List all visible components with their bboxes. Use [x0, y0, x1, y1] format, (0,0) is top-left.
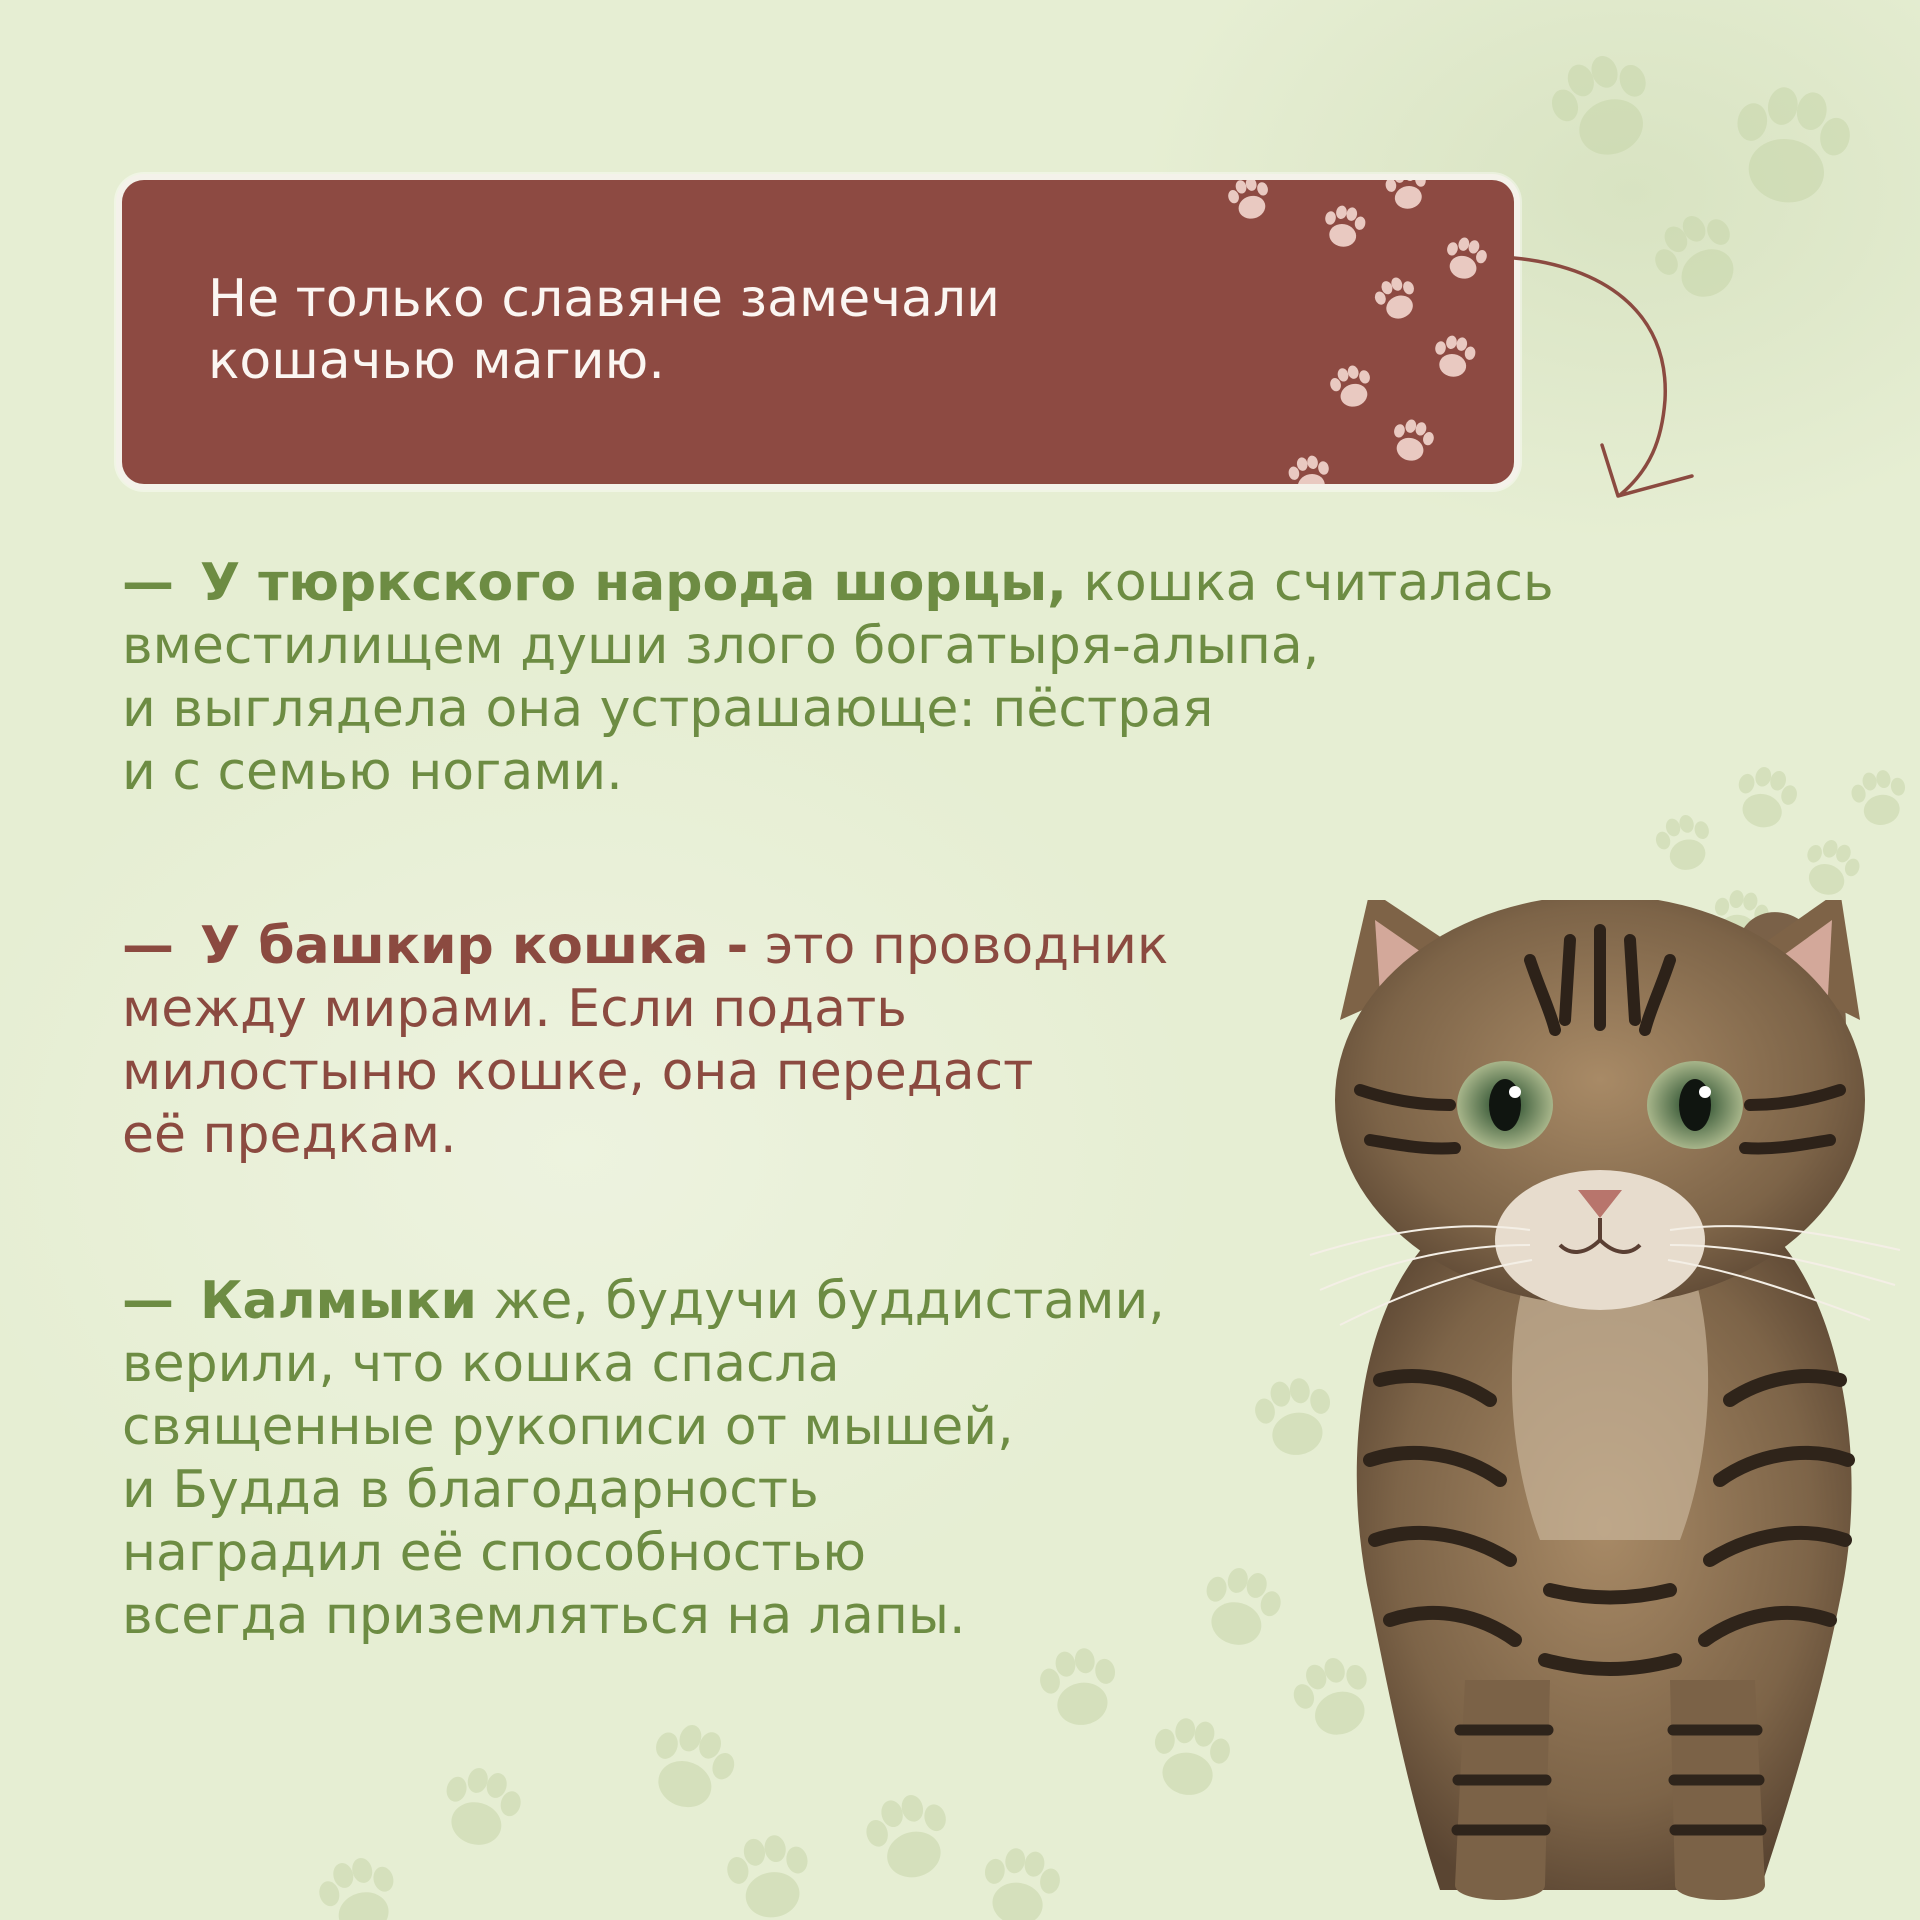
paw-icon — [313, 1851, 406, 1920]
header-line-2: кошачью магию. — [208, 331, 665, 391]
paw-icon — [1796, 834, 1865, 903]
paw-icon — [977, 1843, 1065, 1920]
section-shors-line-1 — [122, 552, 1822, 615]
section-bashkir — [122, 915, 1392, 1167]
paw-icon — [1321, 203, 1368, 250]
section-kalmyk — [122, 1270, 1382, 1648]
paw-icon — [1286, 453, 1333, 484]
section-shors-line-4: и с семью ногами. — [122, 742, 623, 802]
cat-right-eye-glint — [1699, 1086, 1711, 1098]
paw-icon — [1388, 416, 1438, 466]
section-shors-line-2: вместилищем души злого богатыря-алыпа, — [122, 616, 1320, 676]
paw-icon — [639, 1715, 743, 1819]
section-bashkir-line-4: её предкам. — [122, 1105, 457, 1165]
em-dash: — — [122, 553, 174, 613]
paw-icon — [1431, 333, 1478, 380]
header-line-1: Не только славяне замечали — [208, 269, 1000, 329]
paw-icon — [1327, 362, 1377, 412]
section-bashkir-bold: У башкир кошка - — [200, 916, 749, 976]
em-dash: — — [122, 916, 174, 976]
cat-illustration — [1300, 900, 1920, 1920]
section-kalmyk-line-5: наградил её способностью — [122, 1523, 867, 1583]
section-shors-text: кошка считалась — [1083, 553, 1554, 613]
paw-icon — [860, 1788, 959, 1887]
section-shors-line-3: и выглядела она устрашающе: пёстрая — [122, 679, 1214, 739]
section-bashkir-line-2: между мирами. Если подать — [122, 979, 907, 1039]
em-dash: — — [122, 1271, 174, 1331]
paw-icon — [1848, 767, 1911, 830]
cat-left-leg — [1455, 1680, 1550, 1900]
section-kalmyk-line-2: верили, что кошка спасла — [122, 1334, 840, 1394]
curved-arrow-icon — [1510, 250, 1710, 510]
paw-icon — [1371, 273, 1423, 325]
section-bashkir-line-3: милостыню кошке, она передаст — [122, 1042, 1034, 1102]
paw-icon — [1651, 810, 1717, 876]
section-kalmyk-line-4: и Будда в благодарность — [122, 1460, 819, 1520]
section-kalmyk-text: же, будучи буддистами, — [493, 1271, 1165, 1331]
cat-right-leg — [1670, 1680, 1765, 1900]
paw-icon — [434, 1761, 527, 1854]
section-bashkir-text: это проводник — [764, 916, 1169, 976]
section-kalmyk-line-1 — [122, 1270, 1382, 1333]
cat-left-eye-glint — [1509, 1086, 1521, 1098]
paw-icon — [1441, 234, 1491, 284]
header-title — [208, 268, 1208, 392]
section-kalmyk-line-6: всегда приземляться на лапы. — [122, 1586, 966, 1646]
paw-icon — [1383, 180, 1430, 212]
section-kalmyk-line-3: священные рукописи от мышей, — [122, 1397, 1014, 1457]
paw-icon — [1541, 44, 1666, 169]
paw-icon — [723, 1830, 817, 1920]
header-banner — [122, 180, 1514, 484]
section-shors-bold: У тюркского народа шорцы, — [200, 553, 1067, 613]
paw-icon — [1225, 180, 1275, 223]
paw-icon — [1147, 1713, 1235, 1801]
paw-icon — [1725, 80, 1856, 211]
section-kalmyk-bold: Калмыки — [200, 1271, 477, 1331]
paw-icon — [1036, 1643, 1124, 1731]
section-bashkir-line-1 — [122, 915, 1392, 978]
section-shors — [122, 552, 1822, 804]
